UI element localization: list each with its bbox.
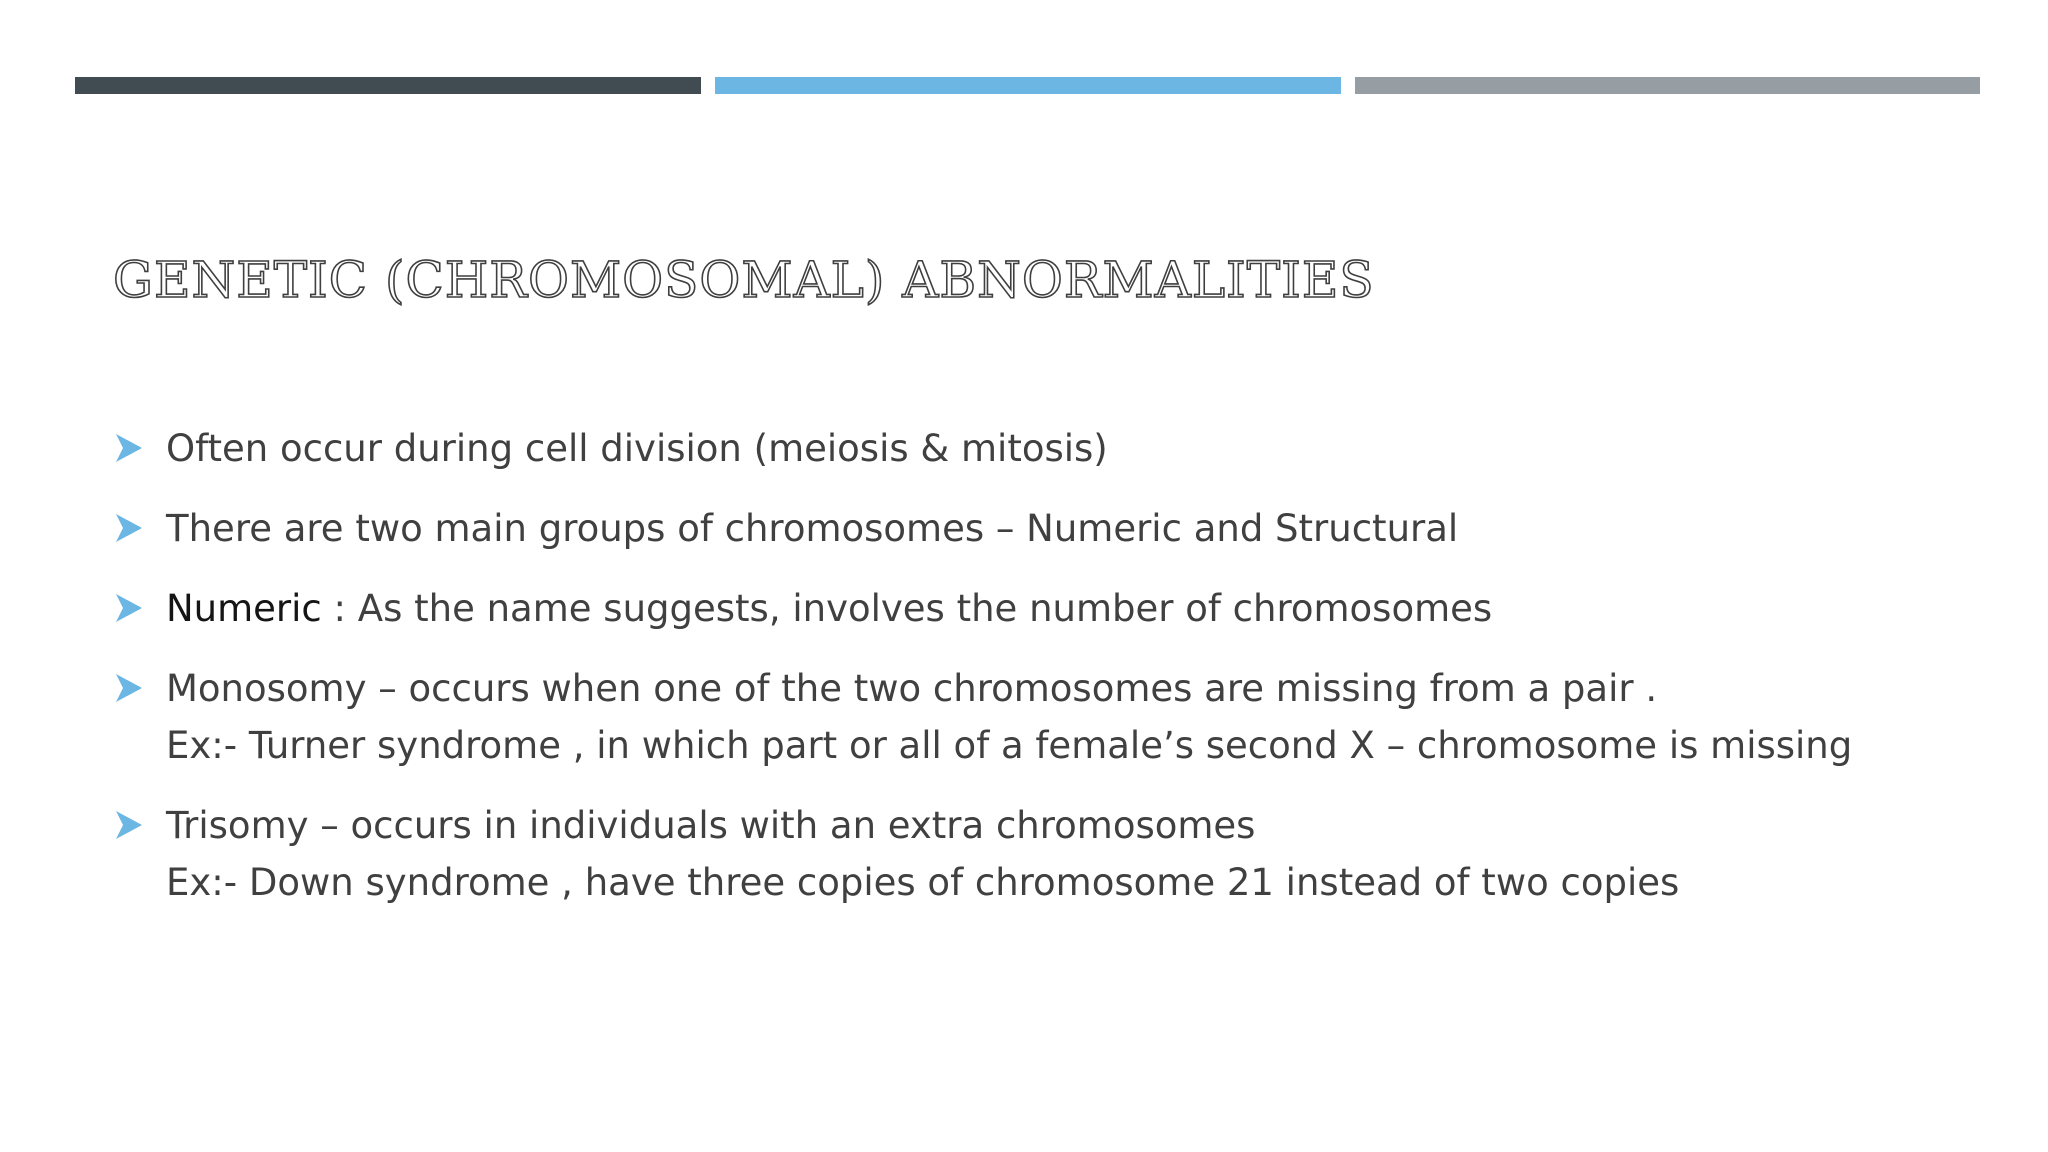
bullet-text: Trisomy – occurs in individuals with an extra chromosomes <box>166 804 1256 847</box>
bullet-item <box>113 660 1973 774</box>
arrowhead-icon <box>115 673 143 703</box>
bullet-text: There are two main groups of chromosomes – Numeric and Structural <box>166 507 1459 550</box>
bullet-example: Ex:- Turner syndrome , in which part or all of a female’s second X – chromosome is missing <box>166 724 1853 767</box>
bullet-item <box>113 420 1973 477</box>
bullet-text <box>166 580 1973 637</box>
bullet-example: Ex:- Down syndrome , have three copies of chromosome 21 instead of two copies <box>166 861 1680 904</box>
bullet-item <box>113 580 1973 637</box>
bullet-item <box>113 500 1973 557</box>
accent-bar-gray <box>1355 77 1980 94</box>
slide-title: GENETIC (CHROMOSOMAL) ABNORMALITIES <box>113 251 1375 309</box>
arrowhead-icon <box>115 513 143 543</box>
arrowhead-icon <box>115 593 143 623</box>
arrowhead-icon <box>115 433 143 463</box>
bullet-text: Monosomy – occurs when one of the two chromosomes are missing from a pair . <box>166 667 1658 710</box>
bullet-term-numeric: Numeric <box>166 587 322 630</box>
header-accent-bars <box>75 77 1980 94</box>
bullet-text: Often occur during cell division (meiosis & mitosis) <box>166 427 1108 470</box>
accent-bar-dark <box>75 77 701 94</box>
bullet-item <box>113 797 1973 911</box>
bullet-definition: : As the name suggests, involves the number of chromosomes <box>321 587 1493 630</box>
arrowhead-icon <box>115 810 143 840</box>
accent-bar-blue <box>715 77 1341 94</box>
